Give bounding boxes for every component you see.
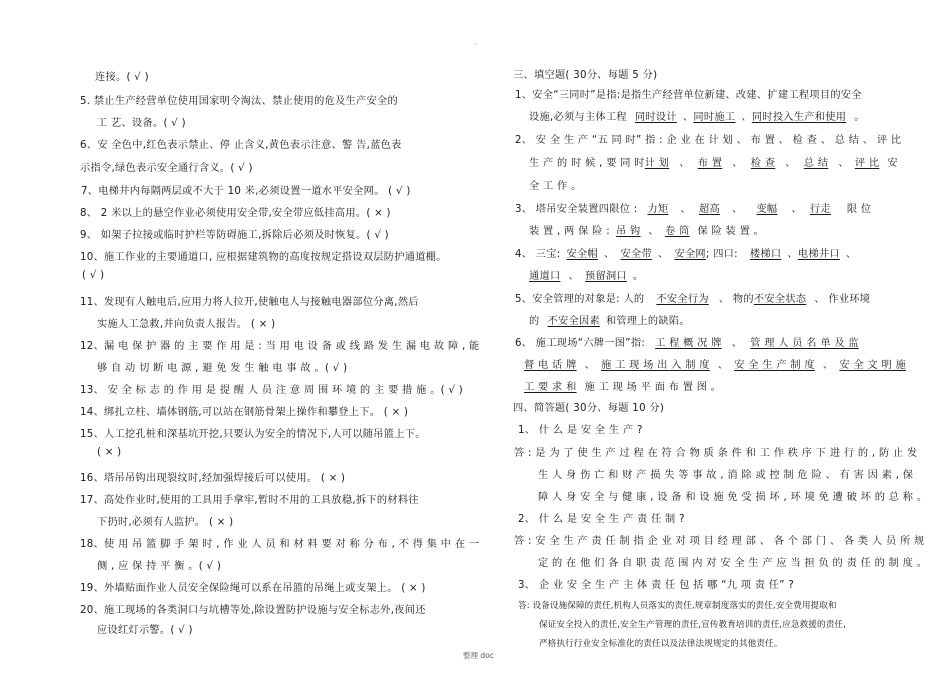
left-line: 够 自 动 切 断 电 源 , 避 免 发 生 触 电 事 故 。( √ ) (97, 363, 348, 374)
question-5-line-2: 的 不安全因素 和管理上的缺陷。 (529, 316, 690, 327)
question-4-line-2: 通道口 、 预留洞口 。 (529, 271, 644, 282)
left-line: 19、外墙贴面作业人员安全保险绳可以系在吊篮的吊绳上或支架上。 ( × ) (80, 583, 426, 594)
answer: 卷 筒 (664, 226, 690, 237)
left-line: 侧 , 应 保 持 平 衡 。( √ ) (97, 561, 222, 572)
question-2-line-2: 生 产 的 时 候 , 要 同 时计 划 、 布 置 、 检 查 、 总 结 、 评 比 安 (529, 158, 898, 169)
question-2-line-1: 2、 安 全 生 产 “五 同 时” 指 : 企 业 在 计 划 、 布 置 、 检 查 、 总 结 、 评 比 (515, 135, 902, 146)
left-line: 6、安 全色中,红色表示禁止、停 止含义,黄色表示注意、警 告,蓝色表 (80, 140, 402, 151)
answer: 通道口 (529, 271, 561, 282)
answer: 评 比 (854, 158, 880, 169)
answer: 不安全状态 (753, 294, 807, 305)
answer: 不安全因素 (547, 316, 600, 327)
left-line: ( √ ) (82, 270, 105, 281)
short-answer-1-line-3: 障 人 身 安 全 与 健 康 , 设 备 和 设 施 免 受 损 坏 , 环 境 免 遭 破 坏 的 总 称 。 (538, 492, 928, 503)
left-line: 8、 2 米以上的悬空作业必须使用安全带,安全带应低挂高用。( × ) (80, 208, 391, 219)
question-3-line-2: 装 置 , 两 保 险 : 吊 钩 、 卷 筒 保 险 装 置 。 (529, 226, 765, 237)
answer: 计 划 (644, 158, 670, 169)
answer: 吊 钩 (615, 226, 641, 237)
answer: 同时设计 (634, 112, 677, 123)
short-answer-2-line-2: 定 的 在 他 们 各 自 职 责 范 围 内 对 安 全 生 产 应 当 担 负 的 责 任 的 制 度 。 (538, 558, 928, 569)
section-3-title: 三、填空题( 30分、每题 5 分) (513, 70, 658, 81)
answer: 工 程 概 况 牌 (655, 338, 722, 349)
left-line: 工 艺、设备。( √ ) (97, 118, 186, 129)
answer: 布 置 (697, 158, 723, 169)
left-line: 应设红灯示警。( √ ) (97, 625, 193, 636)
left-line: 11、发现有人触电后,应用力将人拉开,使触电人与接触电器部位分离,然后 (80, 297, 419, 308)
answer: 同时投入生产和使用 (751, 112, 847, 123)
short-answer-2-question: 2、 什 么 是 安 全 生 产 责 任 制 ? (518, 514, 685, 525)
question-5-line-1: 5、安全管理的对象是: 人的 不安全行为 、 物的不安全状态 、 作业环境 (515, 294, 871, 305)
answer: 施 工 现 场 出 入 制 度 (601, 360, 710, 371)
left-line: 14、绑扎立柱、墙体钢筋,可以站在钢筋骨架上操作和攀登上下。 ( × ) (80, 407, 409, 418)
left-line: 16、塔吊吊钩出现裂纹时,经加强焊接后可以使用。 ( × ) (80, 473, 346, 484)
short-answer-2-line-1: 答 : 安 全 生 产 责 任 制 指 企 业 对 项 目 经 理 部 、 各 个 部 门 、 各 类 人 员 所 规 (514, 536, 925, 547)
answer: 安全帽 (566, 249, 598, 260)
answer: 变幅 (756, 204, 778, 215)
answer: 工 要 求 和 (524, 382, 577, 393)
answer: 安全带 (620, 249, 652, 260)
left-line: 20、施工现场的各类洞口与坑槽等处,除设置防护设施与安全标志外,夜间还 (80, 605, 426, 616)
answer: 安 全 生 产 制 度 (734, 360, 815, 371)
short-answer-3-line-2: 保证安全投入的责任,安全生产管理的责任,宣传教育培训的责任,应急救援的责任, (539, 620, 846, 630)
question-6-line-1: 6、 施工现场“六牌一图”指: 工 程 概 况 牌 、 管 理 人 员 名 单 及 监 (515, 338, 859, 349)
question-2-line-3: 全 工 作 。 (529, 181, 582, 192)
answer: 安全网 (674, 249, 706, 260)
answer: 总 结 (803, 158, 829, 169)
left-line: 9、 如架子拉接或临时护栏等防碍施工,拆除后必须及时恢复。( √ ) (80, 230, 389, 241)
short-answer-3-line-3: 严格执行行业安全标准化的责任以及法律法规规定的其他责任。 (539, 639, 783, 649)
answer: 检 查 (750, 158, 776, 169)
left-line: 实施人工急救,并向负责人报告。 ( × ) (97, 319, 276, 330)
answer: 管 理 人 员 名 单 及 监 (750, 338, 859, 349)
left-line: ( × ) (97, 447, 122, 458)
left-line: 示指令,绿色表示安全通行含义。( √ ) (80, 163, 253, 174)
left-line: 17、高处作业时,使用的工具用手拿牢,暂时不用的工具放稳,拆下的材料往 (80, 495, 419, 506)
left-line: 13、 安 全 标 志 的 作 用 是 提 醒 人 员 注 意 周 围 环 境 的 主 要 措 施 。( √ ) (80, 385, 464, 396)
answer: 楼梯口 (749, 249, 782, 260)
left-line: 18、使 用 吊 篮 脚 手 架 时 , 作 业 人 员 和 材 料 要 对 称 分 布 , 不 得 集 中 在 一 (80, 539, 480, 550)
question-3-line-1: 3、 塔吊安全装置四限位 : 力矩 、 超高 、 变幅 、 行走 限 位 (515, 204, 872, 215)
question-4-line-1: 4、 三宝: 安全帽 、 安全带 、 安全网; 四口: 楼梯口 、电梯井口 、 (515, 249, 857, 260)
short-answer-1-line-1: 答 : 是 为 了 使 生 产 过 程 在 符 合 物 质 条 件 和 工 作 秩 序 下 进 行 的 , 防 止 发 (514, 448, 918, 459)
answer: 督 电 话 牌 (524, 360, 577, 371)
question-1-line-1: 1、安全“三同时”是指:是指生产经营单位新建、改建、扩建工程项目的安全 (515, 90, 862, 101)
header-mark: . (474, 38, 477, 47)
short-answer-1-question: 1、 什 么 是 安 全 生 产 ? (518, 425, 643, 436)
section-4-title: 四、简答题( 30分、每题 10 分) (513, 403, 665, 414)
answer: 力矩 (647, 204, 669, 215)
left-line: 12、漏 电 保 护 器 的 主 要 作 用 是 : 当 用 电 设 备 或 线 路 发 生 漏 电 故 障 , 能 (80, 341, 480, 352)
answer: 不安全行为 (656, 294, 709, 305)
left-line: 15、人工挖孔桩和深基坑开挖,只要认为安全的情况下,人可以随吊篮上下。 (80, 429, 426, 440)
left-line: 连接。( √ ) (95, 72, 149, 83)
page-footer: 整理 doc (463, 651, 494, 660)
answer: 安 全 文 明 施 (839, 360, 906, 371)
left-line: 下扔时,必须有人监护。 ( × ) (97, 517, 234, 528)
short-answer-1-line-2: 生 人 身 伤 亡 和 财 产 损 失 等 事 故 , 消 除 或 控 制 危 险 、 有 害 因 素 , 保 (538, 470, 914, 481)
question-6-line-3: 工 要 求 和 施 工 现 场 平 面 布 置 图 。 (524, 382, 722, 393)
answer: 预留洞口 (584, 271, 627, 282)
answer: 同时施工 (693, 112, 736, 123)
left-line: 7、电梯井内每隔两层或不大于 10 米,必须设置一道水平安全网。 ( √ ) (81, 186, 411, 197)
answer: 超高 (698, 204, 720, 215)
answer: 电梯井口 (797, 249, 840, 260)
left-line: 5. 禁止生产经营单位使用国家明令淘汰、禁止使用的危及生产安全的 (80, 96, 398, 107)
left-line: 10、施工作业的主要通道口, 应根据建筑物的高度按规定搭设双层防护通道棚。 (80, 252, 447, 263)
short-answer-3-question: 3、 企 业 安 全 生 产 主 体 责 任 包 括 哪 “九 项 责 任” ? (518, 580, 795, 591)
answer: 行走 (809, 204, 831, 215)
question-1-line-2: 设施,必须与主体工程 同时设计 、同时施工 、同时投入生产和使用 。 (529, 112, 865, 123)
short-answer-3-line-1: 答: 设备设施保障的责任,机构人员落实的责任,规章制度落实的责任,安全费用提取和 (518, 601, 837, 611)
question-6-line-2: 督 电 话 牌 、 施 工 现 场 出 入 制 度 、 安 全 生 产 制 度 、 安 全 文 明 施 (524, 360, 906, 371)
